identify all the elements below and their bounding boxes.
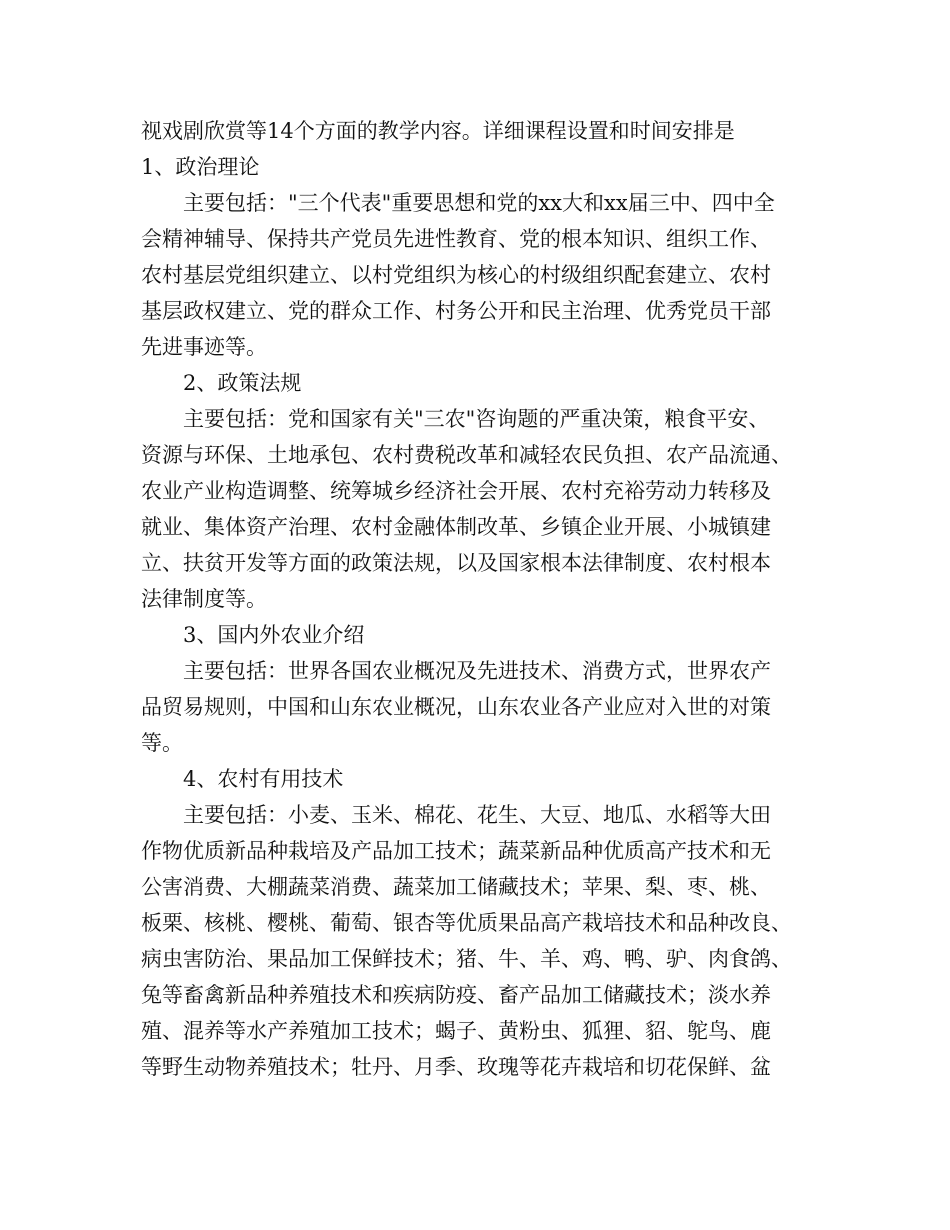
text-line: 资源与环保、土地承包、农村费税改革和减轻农民负担、农产品流通、 <box>141 443 792 467</box>
text-line: 板栗、核桃、樱桃、葡萄、银杏等优质果品高产栽培技术和品种改良、 <box>141 911 792 935</box>
text-line: 作物优质新品种栽培及产品加工技术；蔬菜新品种优质高产技术和无 <box>141 839 771 863</box>
paragraph-first-line: 主要包括："三个代表"重要思想和党的xx大和xx届三中、四中全 <box>183 191 775 215</box>
text-line: 兔等畜禽新品种养殖技术和疾病防疫、畜产品加工储藏技术；淡水养 <box>141 983 771 1007</box>
text-line: 等。 <box>141 731 183 755</box>
text-line: 殖、混养等水产养殖加工技术；蝎子、黄粉虫、狐狸、貂、鸵鸟、鹿 <box>141 1019 771 1043</box>
section-heading-technology: 4、农村有用技术 <box>183 767 344 791</box>
section-heading-policy: 2、政策法规 <box>183 371 302 395</box>
section-heading-agriculture: 3、国内外农业介绍 <box>183 623 365 647</box>
text-line: 基层政权建立、党的群众工作、村务公开和民主治理、优秀党员干部 <box>141 299 771 323</box>
text-line: 视戏剧欣赏等14个方面的教学内容。详细课程设置和时间安排是 <box>141 119 735 143</box>
text-line: 病虫害防治、果品加工保鲜技术；猪、牛、羊、鸡、鸭、驴、肉食鸽、 <box>141 947 792 971</box>
text-line: 先进事迹等。 <box>141 335 267 359</box>
paragraph-first-line: 主要包括：世界各国农业概况及先进技术、消费方式，世界农产 <box>183 659 771 683</box>
text-line: 农业产业构造调整、统筹城乡经济社会开展、农村充裕劳动力转移及 <box>141 479 771 503</box>
text-line: 农村基层党组织建立、以村党组织为核心的村级组织配套建立、农村 <box>141 263 771 287</box>
text-line: 等野生动物养殖技术；牡丹、月季、玫瑰等花卉栽培和切花保鲜、盆 <box>141 1055 771 1079</box>
paragraph-first-line: 主要包括：党和国家有关"三农"咨询题的严重决策，粮食平安、 <box>183 407 770 431</box>
paragraph-first-line: 主要包括：小麦、玉米、棉花、花生、大豆、地瓜、水稻等大田 <box>183 803 771 827</box>
text-line: 公害消费、大棚蔬菜消费、蔬菜加工储藏技术；苹果、梨、枣、桃、 <box>141 875 771 899</box>
text-line: 就业、集体资产治理、农村金融体制改革、乡镇企业开展、小城镇建 <box>141 515 771 539</box>
text-line: 立、扶贫开发等方面的政策法规，以及国家根本法律制度、农村根本 <box>141 551 771 575</box>
document-body <box>141 113 821 1085</box>
text-line: 会精神辅导、保持共产党员先进性教育、党的根本知识、组织工作、 <box>141 227 771 251</box>
section-heading-politics: 1、政治理论 <box>141 155 260 179</box>
text-line: 品贸易规则，中国和山东农业概况，山东农业各产业应对入世的对策 <box>141 695 771 719</box>
text-line: 法律制度等。 <box>141 587 267 611</box>
